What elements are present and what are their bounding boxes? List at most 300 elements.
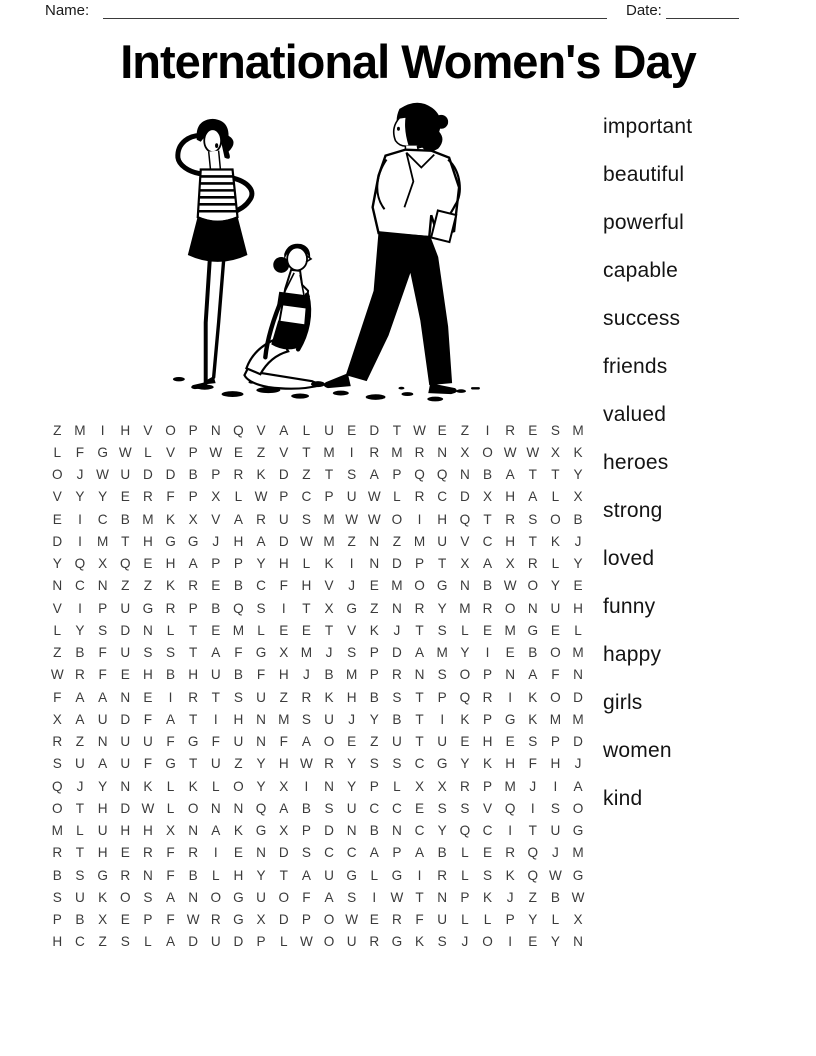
grid-letter: M — [572, 845, 584, 861]
grid-letter: T — [189, 711, 198, 727]
grid-letter: U — [120, 734, 131, 750]
grid-letter: Z — [53, 645, 62, 661]
grid-letter: F — [166, 845, 175, 861]
grid-letter: Q — [255, 800, 267, 816]
grid-letter: N — [573, 667, 583, 683]
grid-letter: A — [75, 689, 85, 705]
grid-letter: R — [165, 600, 176, 616]
grid-letter: I — [485, 645, 490, 661]
grid-letter: E — [211, 622, 221, 638]
grid-letter: F — [98, 667, 107, 683]
grid-letter: W — [118, 444, 132, 460]
grid-letter: A — [301, 734, 311, 750]
grid-letter: S — [392, 756, 402, 772]
grid-letter: C — [75, 578, 85, 594]
grid-letter: T — [483, 511, 492, 527]
grid-letter: O — [482, 934, 493, 950]
grid-letter: A — [301, 867, 311, 883]
grid-letter: J — [348, 578, 356, 594]
grid-letter: F — [166, 912, 175, 928]
grid-letter: T — [75, 845, 85, 861]
grid-letter: R — [188, 689, 199, 705]
grid-letter: G — [572, 823, 584, 839]
grid-letter: Q — [436, 467, 448, 483]
grid-letter: Y — [550, 578, 560, 594]
grid-letter: O — [550, 511, 561, 527]
grid-letter: M — [549, 711, 562, 727]
grid-letter: G — [255, 823, 267, 839]
grid-letter: P — [369, 645, 379, 661]
grid-letter: H — [142, 533, 153, 549]
grid-letter: L — [76, 823, 84, 839]
grid-letter: H — [97, 800, 108, 816]
grid-letter: P — [550, 734, 560, 750]
grid-letter: O — [165, 422, 176, 438]
grid-letter: C — [324, 845, 334, 861]
grid-letter: W — [299, 756, 313, 772]
grid-letter: M — [504, 778, 516, 794]
grid-letter: D — [120, 622, 131, 638]
grid-letter: G — [165, 756, 176, 772]
grid-letter: N — [52, 578, 63, 594]
grid-letter: X — [573, 489, 583, 505]
grid-letter: K — [233, 823, 243, 839]
grid-letter: D — [278, 912, 289, 928]
grid-letter: L — [166, 622, 175, 638]
word-list-item: kind — [603, 787, 643, 810]
grid-letter: I — [553, 778, 558, 794]
grid-letter: K — [256, 467, 266, 483]
grid-letter: F — [166, 489, 175, 505]
grid-letter: S — [52, 889, 62, 905]
grid-letter: Y — [460, 756, 470, 772]
grid-letter: K — [369, 622, 379, 638]
grid-letter: S — [437, 667, 447, 683]
grid-letter: C — [369, 800, 380, 816]
grid-letter: T — [211, 689, 220, 705]
grid-letter: R — [188, 578, 199, 594]
grid-letter: I — [349, 556, 354, 572]
grid-letter: Z — [143, 578, 153, 594]
grid-letter: N — [97, 578, 108, 594]
grid-letter: H — [165, 556, 176, 572]
grid-letter: W — [141, 800, 155, 816]
grid-letter: X — [437, 778, 447, 794]
grid-letter: H — [346, 689, 357, 705]
grid-letter: A — [369, 467, 379, 483]
grid-letter: K — [165, 578, 176, 594]
grid-letter: G — [391, 867, 403, 883]
grid-letter: A — [211, 645, 221, 661]
grid-letter: O — [52, 467, 63, 483]
grid-letter: V — [52, 489, 62, 505]
grid-letter: O — [187, 800, 199, 816]
grid-letter: R — [142, 489, 153, 505]
standing-woman-right — [324, 103, 460, 394]
grid-letter: F — [143, 756, 153, 772]
grid-letter: B — [52, 867, 62, 883]
grid-letter: R — [505, 422, 516, 438]
grid-letter: I — [372, 889, 377, 905]
grid-letter: L — [257, 622, 265, 638]
grid-letter: U — [120, 467, 131, 483]
grid-letter: Q — [504, 800, 516, 816]
grid-letter: L — [551, 556, 560, 572]
grid-letter: B — [188, 467, 198, 483]
grid-letter: C — [346, 845, 357, 861]
grid-letter: T — [75, 800, 85, 816]
grid-letter: U — [256, 689, 266, 705]
grid-letter: L — [166, 778, 175, 794]
grid-letter: M — [323, 533, 335, 549]
grid-letter: L — [302, 556, 311, 572]
grid-letter: H — [142, 823, 153, 839]
grid-letter: B — [233, 667, 243, 683]
grid-letter: R — [324, 756, 334, 772]
grid-letter: N — [142, 867, 153, 883]
grid-letter: T — [302, 600, 311, 616]
grid-letter: K — [143, 778, 153, 794]
grid-letter: T — [415, 689, 424, 705]
grid-letter: E — [143, 689, 153, 705]
grid-letter: N — [210, 422, 221, 438]
grid-letter: E — [505, 734, 515, 750]
grid-letter: R — [505, 845, 516, 861]
grid-letter: D — [278, 533, 289, 549]
name-label: Name: — [45, 2, 90, 19]
grid-letter: U — [210, 667, 221, 683]
grid-letter: R — [414, 444, 425, 460]
date-blank-line — [666, 18, 739, 19]
word-list-item: heroes — [603, 451, 669, 474]
grid-letter: A — [369, 845, 379, 861]
grid-letter: Q — [119, 556, 131, 572]
grid-letter: X — [505, 556, 515, 572]
grid-letter: M — [572, 645, 584, 661]
grid-letter: P — [188, 422, 198, 438]
grid-letter: U — [256, 889, 266, 905]
grid-letter: I — [440, 711, 445, 727]
grid-letter: T — [189, 622, 198, 638]
grid-letter: X — [460, 444, 470, 460]
grid-letter: B — [482, 578, 493, 594]
grid-letter: U — [346, 800, 357, 816]
grid-letter: B — [75, 645, 85, 661]
grid-letter: A — [279, 422, 289, 438]
grid-letter: R — [527, 556, 538, 572]
grid-letter: R — [301, 689, 312, 705]
grid-letter: Z — [279, 689, 288, 705]
grid-letter: P — [211, 556, 221, 572]
grid-letter: D — [142, 467, 153, 483]
grid-letter: T — [415, 889, 424, 905]
grid-letter: G — [233, 889, 244, 905]
grid-letter: Y — [256, 778, 266, 794]
grid-letter: Y — [52, 556, 62, 572]
grid-letter: M — [504, 622, 516, 638]
sitting-woman — [244, 244, 324, 389]
date-label: Date: — [626, 2, 662, 19]
grid-letter: S — [120, 934, 130, 950]
grid-letter: A — [165, 934, 176, 950]
grid-letter: B — [369, 689, 379, 705]
grid-letter: M — [74, 422, 86, 438]
grid-letter: Y — [256, 756, 266, 772]
page-title: International Women's Day — [120, 35, 696, 88]
grid-letter: T — [121, 533, 130, 549]
grid-letter: L — [551, 489, 560, 505]
grid-letter: M — [436, 645, 448, 661]
grid-letter: V — [143, 422, 153, 438]
grid-letter: H — [120, 823, 131, 839]
grid-letter: E — [233, 845, 243, 861]
word-list-item: happy — [603, 643, 662, 666]
grid-letter: O — [323, 934, 335, 950]
grid-letter: G — [187, 734, 199, 750]
grid-letter: L — [212, 867, 220, 883]
grid-letter: F — [75, 444, 85, 460]
grid-letter: S — [437, 800, 447, 816]
grid-letter: U — [324, 422, 334, 438]
grid-letter: U — [324, 867, 334, 883]
grid-letter: E — [369, 578, 379, 594]
grid-letter: X — [98, 912, 108, 928]
grid-letter: F — [211, 734, 220, 750]
grid-letter: Q — [527, 845, 539, 861]
grid-letter: Z — [392, 533, 402, 549]
grid-letter: M — [232, 622, 245, 638]
grid-letter: Y — [437, 823, 447, 839]
grid-letter: A — [98, 689, 108, 705]
women-clipart-illustration — [148, 96, 482, 404]
grid-letter: W — [548, 867, 562, 883]
word-search-grid — [46, 419, 589, 953]
grid-letter: R — [52, 734, 63, 750]
grid-letter: P — [256, 934, 266, 950]
grid-letter: U — [75, 889, 85, 905]
grid-letter: T — [415, 711, 424, 727]
grid-letter: B — [75, 912, 85, 928]
grid-letter: O — [527, 578, 539, 594]
grid-letter: L — [574, 622, 582, 638]
grid-letter: I — [508, 823, 513, 839]
grid-letter: N — [188, 889, 199, 905]
grid-letter: B — [369, 823, 379, 839]
grid-letter: U — [120, 756, 131, 772]
grid-letter: W — [50, 667, 64, 683]
grid-letter: Y — [528, 912, 538, 928]
grid-letter: B — [392, 711, 402, 727]
grid-letter: W — [96, 467, 110, 483]
grid-letter: L — [393, 778, 401, 794]
grid-letter: Z — [98, 934, 107, 950]
grid-letter: O — [233, 778, 244, 794]
grid-letter: D — [573, 689, 583, 705]
grid-letter: P — [505, 912, 515, 928]
grid-letter: E — [528, 422, 538, 438]
grid-letter: P — [301, 912, 311, 928]
grid-letter: M — [345, 667, 358, 683]
grid-letter: Y — [75, 489, 85, 505]
grid-letter: M — [278, 711, 290, 727]
grid-letter: K — [482, 889, 493, 905]
grid-letter: X — [256, 912, 266, 928]
grid-letter: O — [572, 800, 584, 816]
grid-letter: H — [233, 867, 244, 883]
grid-letter: T — [189, 645, 198, 661]
grid-letter: W — [345, 912, 359, 928]
grid-letter: H — [482, 734, 493, 750]
grid-letter: G — [572, 867, 584, 883]
grid-letter: Y — [256, 556, 266, 572]
grid-letter: N — [188, 823, 199, 839]
grid-letter: S — [528, 734, 538, 750]
grid-letter: O — [504, 600, 516, 616]
grid-letter: M — [391, 444, 403, 460]
grid-letter: T — [528, 533, 537, 549]
grid-letter: H — [505, 756, 516, 772]
grid-letter: L — [279, 934, 288, 950]
grid-letter: S — [301, 511, 311, 527]
grid-letter: D — [459, 489, 470, 505]
grid-letter: M — [323, 511, 335, 527]
grid-letter: F — [166, 867, 175, 883]
grid-letter: P — [482, 778, 493, 794]
grid-letter: W — [345, 511, 359, 527]
grid-letter: S — [369, 756, 379, 772]
grid-letter: I — [168, 689, 173, 705]
grid-letter: I — [78, 600, 82, 616]
grid-letter: S — [301, 845, 311, 861]
grid-letter: X — [482, 489, 493, 505]
grid-letter: F — [143, 711, 153, 727]
grid-letter: H — [278, 667, 289, 683]
grid-letter: N — [437, 889, 448, 905]
grid-letter: K — [165, 511, 176, 527]
grid-letter: G — [187, 533, 199, 549]
grid-letter: D — [278, 467, 289, 483]
grid-letter: P — [233, 556, 243, 572]
grid-letter: V — [460, 533, 470, 549]
grid-letter: P — [52, 912, 62, 928]
grid-letter: G — [504, 711, 516, 727]
grid-letter: M — [96, 533, 109, 549]
grid-letter: M — [300, 645, 313, 661]
grid-letter: U — [278, 511, 289, 527]
grid-letter: B — [324, 667, 334, 683]
grid-letter: K — [573, 444, 583, 460]
grid-letter: V — [347, 622, 357, 638]
grid-letter: A — [528, 489, 538, 505]
grid-letter: U — [75, 756, 85, 772]
grid-letter: H — [142, 667, 153, 683]
grid-letter: R — [437, 867, 448, 883]
grid-letter: Z — [460, 422, 469, 438]
grid-letter: E — [573, 578, 583, 594]
grid-letter: B — [188, 867, 198, 883]
grid-letter: E — [347, 734, 357, 750]
grid-letter: D — [233, 934, 244, 950]
grid-letter: E — [482, 845, 493, 861]
grid-letter: F — [98, 645, 107, 661]
grid-letter: E — [482, 622, 493, 638]
grid-letter: I — [349, 444, 354, 460]
grid-letter: J — [76, 778, 84, 794]
grid-letter: G — [165, 533, 176, 549]
grid-letter: D — [392, 556, 402, 572]
grid-letter: C — [301, 489, 312, 505]
grid-letter: D — [278, 845, 289, 861]
grid-letter: A — [233, 511, 243, 527]
word-list-item: girls — [603, 691, 643, 714]
grid-letter: A — [415, 645, 425, 661]
grid-letter: W — [299, 934, 313, 950]
grid-letter: X — [188, 511, 198, 527]
grid-letter: D — [120, 800, 131, 816]
grid-letter: U — [550, 600, 561, 616]
grid-letter: B — [437, 845, 447, 861]
grid-letter: S — [143, 889, 153, 905]
grid-letter: R — [75, 667, 85, 683]
grid-letter: U — [210, 934, 221, 950]
grid-letter: M — [413, 533, 426, 549]
grid-letter: M — [572, 711, 584, 727]
grid-letter: U — [437, 533, 448, 549]
grid-letter: R — [52, 845, 63, 861]
grid-letter: K — [324, 556, 334, 572]
grid-letter: S — [98, 622, 108, 638]
grid-letter: F — [256, 667, 266, 683]
grid-letter: N — [414, 667, 425, 683]
grid-letter: P — [482, 667, 493, 683]
grid-letter: X — [550, 444, 560, 460]
grid-letter: C — [256, 578, 266, 594]
grid-letter: L — [461, 845, 469, 861]
grid-letter: M — [142, 511, 154, 527]
grid-letter: N — [256, 734, 266, 750]
grid-letter: N — [369, 533, 380, 549]
grid-letter: J — [76, 467, 84, 483]
grid-letter: Y — [75, 622, 85, 638]
grid-letter: Q — [52, 778, 63, 794]
grid-letter: I — [78, 511, 82, 527]
grid-letter: L — [302, 422, 311, 438]
grid-letter: O — [52, 800, 63, 816]
grid-letter: Y — [550, 934, 560, 950]
grid-letter: U — [346, 934, 357, 950]
grid-letter: K — [528, 711, 538, 727]
grid-letter: H — [278, 756, 289, 772]
grid-letter: Y — [369, 711, 379, 727]
grid-letter: J — [212, 533, 220, 549]
grid-letter: W — [367, 511, 381, 527]
grid-letter: E — [460, 734, 470, 750]
grid-letter: E — [415, 800, 425, 816]
grid-letter: I — [508, 689, 513, 705]
grid-letter: R — [414, 600, 425, 616]
grid-letter: T — [189, 756, 198, 772]
grid-letter: P — [437, 689, 447, 705]
grid-letter: P — [392, 845, 402, 861]
grid-letter: K — [415, 934, 425, 950]
grid-letter: C — [414, 756, 425, 772]
grid-letter: A — [279, 800, 289, 816]
grid-letter: E — [279, 622, 289, 638]
grid-letter: I — [304, 778, 309, 794]
grid-letter: X — [460, 556, 470, 572]
grid-letter: X — [415, 778, 425, 794]
grid-letter: M — [323, 444, 335, 460]
